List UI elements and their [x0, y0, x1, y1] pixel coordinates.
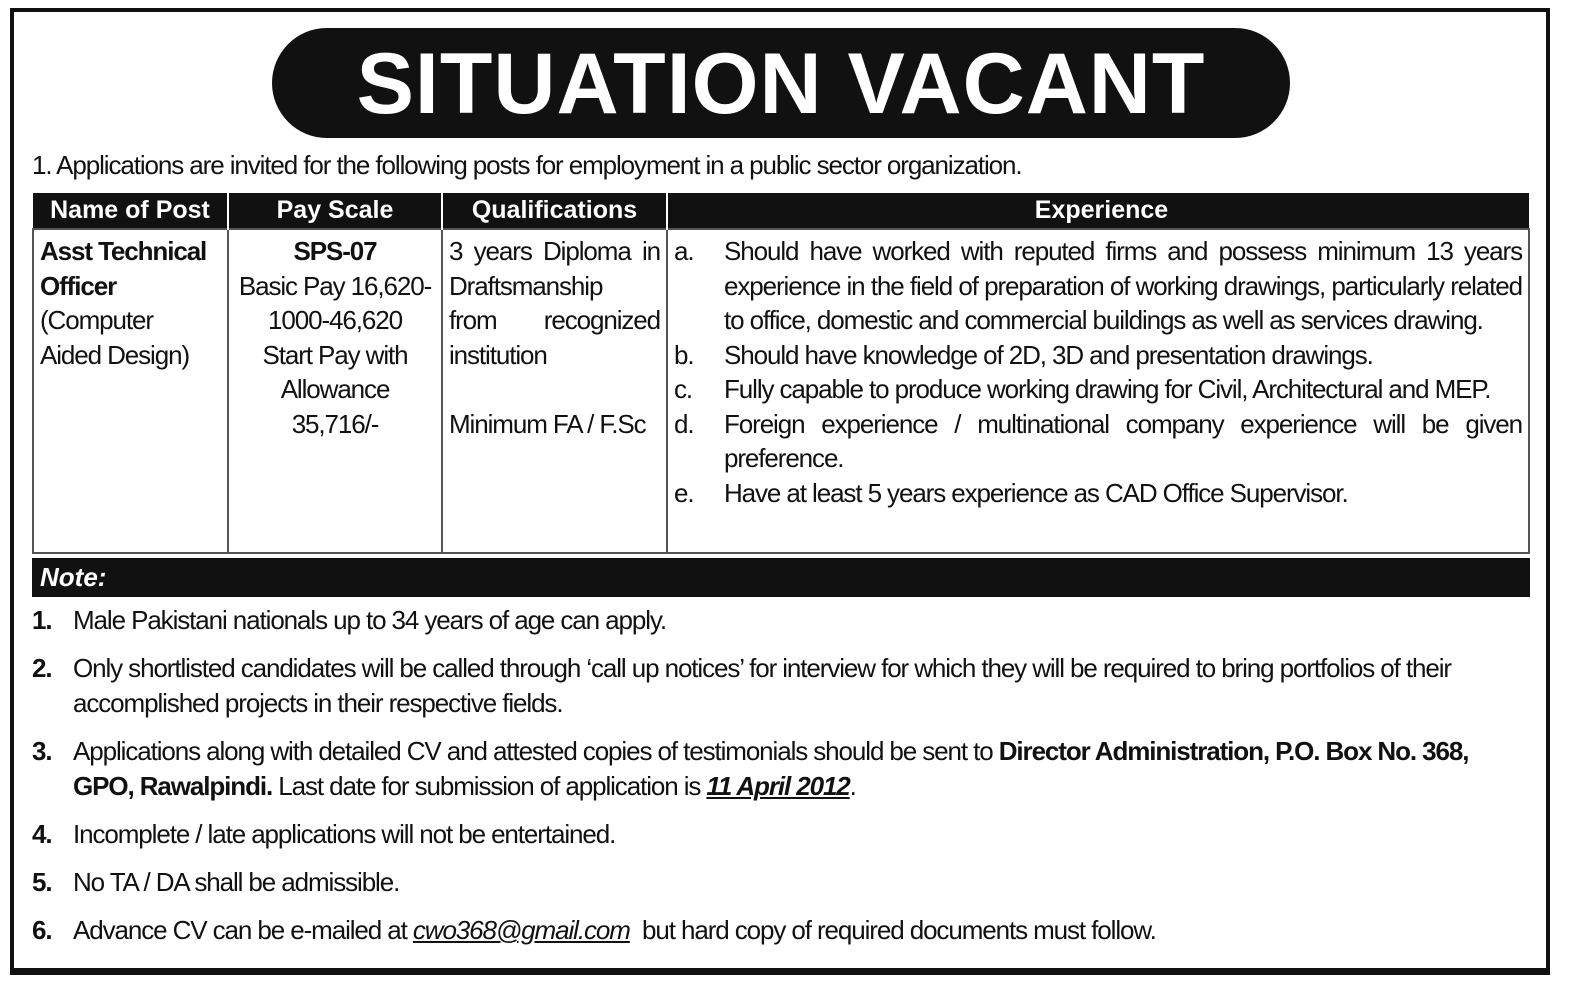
experience-item	[674, 372, 1522, 407]
pay-scale-grade: SPS-07	[293, 236, 377, 266]
note-text-part: Last date for submission of application is	[272, 771, 707, 801]
email-link[interactable]: cwo368@gmail.com	[412, 915, 630, 945]
header-pay-scale: Pay Scale	[228, 193, 442, 229]
note-number: 5.	[32, 867, 52, 897]
note-number: 6.	[32, 915, 52, 945]
note-text-part: Advance CV can be e-mailed at	[73, 915, 413, 945]
notes-list	[32, 603, 1530, 961]
pay-scale-cell	[228, 229, 442, 553]
note-text-part: Applications along with detailed CV and attested copies of testimonials should be sent to	[73, 736, 999, 766]
note-text-part: but hard copy of required documents must follow.	[629, 915, 1156, 945]
post-subtitle-line: (Computer	[40, 305, 153, 335]
qualifications-cell	[442, 229, 667, 553]
experience-key: b.	[674, 339, 694, 370]
pay-line: Basic Pay 16,620-	[238, 270, 432, 301]
note-text: Incomplete / late applications will not be entertained.	[73, 819, 616, 849]
table-row	[33, 229, 1529, 553]
experience-item	[674, 407, 1522, 476]
header-experience: Experience	[667, 193, 1529, 229]
note-number: 3.	[32, 736, 52, 766]
post-name-line: Officer	[40, 270, 117, 301]
header-name-of-post: Name of Post	[33, 193, 228, 229]
experience-key: e.	[674, 477, 694, 508]
submission-address: Director Administration, P.O. Box No. 368, GPO, Rawalpindi.	[73, 736, 1469, 801]
post-subtitle-line: Aided Design)	[40, 339, 190, 370]
experience-key: d.	[674, 408, 694, 439]
qualification-line: Draftsmanship	[449, 270, 603, 301]
post-name-line: Asst Technical	[40, 236, 207, 266]
qualification-line: 3 years Diploma in	[449, 236, 660, 266]
header-qualifications: Qualifications	[442, 193, 667, 229]
pay-line: Allowance	[280, 374, 390, 404]
qualification-line: from recognized	[449, 305, 660, 335]
note-text-part: .	[849, 771, 856, 801]
note-text: Male Pakistani nationals up to 34 years of age can apply.	[73, 605, 667, 635]
table-header-row	[33, 193, 1529, 229]
experience-text: Foreign experience / multinational company experience will be given preference.	[724, 408, 1522, 473]
experience-item	[674, 338, 1522, 373]
note-text	[73, 913, 1530, 948]
post-name-cell	[33, 229, 228, 553]
note-item	[32, 603, 1530, 638]
note-item	[32, 913, 1530, 948]
note-number: 1.	[32, 605, 52, 635]
last-date: 11 April 2012	[706, 771, 850, 801]
intro-text: 1. Applications are invited for the following posts for employment in a public sector organization.	[32, 150, 1022, 180]
note-text: Only shortlisted candidates will be called through ‘call up notices’ for interview for which they will be required to bring portfolios of their accomplished projects in their respective fields.	[73, 653, 1451, 718]
experience-text: Should have knowledge of 2D, 3D and presentation drawings.	[724, 339, 1373, 370]
page-title: SITUATION VACANT	[272, 28, 1290, 138]
pay-line: Start Pay with	[262, 339, 408, 370]
note-item	[32, 651, 1530, 721]
note-text: No TA / DA shall be admissible.	[73, 867, 400, 897]
experience-key: a.	[674, 236, 694, 266]
experience-text: Should have worked with reputed firms and possess minimum 13 years experience in the field of preparation of working drawings, particularly related to office, domestic and commercial buildings as well as services drawing.	[724, 236, 1522, 335]
note-number: 2.	[32, 653, 52, 683]
note-item	[32, 865, 1530, 900]
experience-item	[674, 476, 1522, 511]
note-item	[32, 817, 1530, 852]
qualification-minimum: Minimum FA / F.Sc	[449, 408, 646, 439]
experience-key: c.	[674, 374, 693, 404]
pay-line: 35,716/-	[291, 408, 379, 439]
experience-item	[674, 234, 1522, 338]
experience-text: Have at least 5 years experience as CAD Office Supervisor.	[724, 477, 1348, 508]
note-number: 4.	[32, 819, 52, 849]
note-label: Note:	[40, 562, 107, 592]
note-item	[32, 734, 1530, 804]
pay-line: 1000-46,620	[268, 305, 402, 335]
note-text	[73, 734, 1530, 804]
qualification-line: institution	[449, 339, 547, 370]
note-heading-bar	[32, 558, 1530, 597]
experience-cell	[667, 229, 1529, 553]
experience-text: Fully capable to produce working drawing for Civil, Architectural and MEP.	[724, 374, 1491, 404]
posts-table	[32, 193, 1530, 554]
